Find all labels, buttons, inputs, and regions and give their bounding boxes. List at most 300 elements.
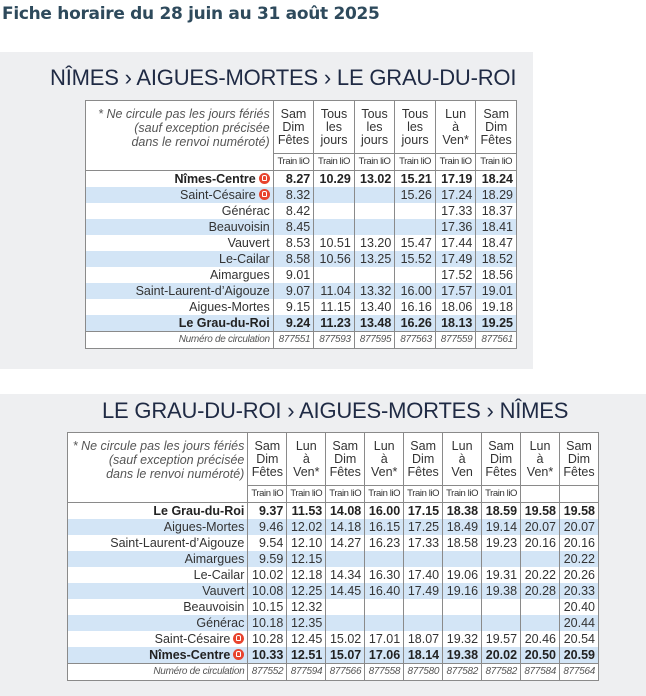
departure-time: 16.23 — [365, 535, 404, 551]
train-type: Train liO — [476, 154, 517, 171]
stop-name — [86, 171, 274, 188]
departure-time — [443, 615, 482, 631]
train-station-icon — [259, 173, 270, 184]
departure-time: 17.49 — [404, 583, 443, 599]
stop-name — [68, 599, 248, 615]
table-row — [86, 171, 517, 188]
day-header-line: Dim — [282, 119, 305, 134]
departure-time: 17.57 — [435, 283, 476, 299]
stop-label: Saint-Laurent-d’Aigouze — [110, 536, 245, 550]
departure-time — [395, 267, 436, 283]
departure-time: 17.24 — [435, 187, 476, 203]
departure-time: 18.47 — [476, 235, 517, 251]
train-type: Train liO — [248, 486, 287, 503]
departure-time — [354, 219, 395, 235]
stop-label: Vauvert — [227, 236, 270, 250]
train-station-icon — [233, 633, 244, 644]
circulation-number-row — [86, 332, 517, 349]
stop-label: Le-Cailar — [193, 568, 245, 582]
departure-time — [314, 219, 355, 235]
day-header — [248, 433, 287, 486]
stop-name — [86, 203, 274, 219]
day-header-line: Tous — [401, 106, 429, 121]
day-header-line: Dim — [256, 451, 279, 466]
stop-name — [68, 551, 248, 567]
departure-time — [482, 615, 521, 631]
stop-label: Saint-Laurent-d’Aigouze — [135, 284, 270, 298]
departure-time: 10.02 — [248, 567, 287, 583]
departure-time: 10.08 — [248, 583, 287, 599]
day-header-line: Lun — [451, 438, 473, 453]
circulation-label: Numéro de circulation — [86, 332, 274, 349]
departure-time: 16.26 — [395, 315, 436, 332]
departure-time: 18.06 — [435, 299, 476, 315]
departure-time: 17.25 — [404, 519, 443, 535]
departure-time: 10.15 — [248, 599, 287, 615]
departure-time: 17.44 — [435, 235, 476, 251]
day-header-line: Lun — [373, 438, 395, 453]
departure-time: 13.02 — [354, 171, 395, 188]
stop-label: Aimargues — [209, 268, 270, 282]
departure-time: 17.36 — [435, 219, 476, 235]
departure-time — [354, 187, 395, 203]
departure-time: 10.29 — [314, 171, 355, 188]
stop-name — [86, 219, 274, 235]
departure-time: 19.25 — [476, 315, 517, 332]
departure-time: 10.56 — [314, 251, 355, 267]
circulation-number: 877561 — [476, 332, 517, 349]
timetable-outbound — [85, 100, 517, 349]
day-header-line: Sam — [332, 438, 359, 453]
stop-label: Beauvoisin — [183, 600, 245, 614]
departure-time — [314, 267, 355, 283]
stop-label: Aimargues — [184, 552, 245, 566]
departure-time: 17.33 — [404, 535, 443, 551]
stop-label: Vauvert — [202, 584, 245, 598]
departure-time — [404, 615, 443, 631]
circulation-number: 877595 — [354, 332, 395, 349]
departure-time: 19.58 — [559, 503, 598, 520]
departure-time: 14.18 — [326, 519, 365, 535]
circulation-number: 877566 — [326, 664, 365, 681]
day-header-line: à — [380, 451, 388, 466]
departure-time: 9.46 — [248, 519, 287, 535]
departure-time: 8.58 — [273, 251, 314, 267]
circulation-label: Numéro de circulation — [68, 664, 248, 681]
day-header-line: à — [452, 119, 460, 134]
timetable-panel-return — [0, 394, 646, 696]
day-header-line: Ven* — [370, 464, 398, 479]
departure-time: 14.45 — [326, 583, 365, 599]
departure-time: 18.56 — [476, 267, 517, 283]
circulation-number: 877582 — [482, 664, 521, 681]
departure-time: 18.13 — [435, 315, 476, 332]
timetable-panel-outbound — [0, 52, 533, 369]
route-title: LE GRAU-DU-ROI › AIGUES-MORTES › NÎMES — [102, 398, 569, 423]
departure-time: 8.45 — [273, 219, 314, 235]
day-header-line: Sam — [280, 106, 307, 121]
departure-time: 20.44 — [559, 615, 598, 631]
departure-time: 10.33 — [248, 647, 287, 664]
train-type: Train liO — [443, 486, 482, 503]
stop-name — [68, 647, 248, 664]
departure-time: 15.26 — [395, 187, 436, 203]
header-row — [68, 433, 599, 486]
stop-label: Nîmes-Centre — [149, 648, 231, 662]
departure-time: 18.29 — [476, 187, 517, 203]
departure-time: 20.16 — [521, 535, 560, 551]
day-header-line: Lun — [445, 106, 467, 121]
departure-time: 17.19 — [435, 171, 476, 188]
departure-time: 10.18 — [248, 615, 287, 631]
day-header-line: Ven* — [442, 132, 469, 147]
day-header-line: Sam — [488, 438, 514, 453]
departure-time: 19.16 — [443, 583, 482, 599]
stop-label: Générac — [221, 204, 270, 218]
train-type: Train liO — [273, 154, 314, 171]
departure-time: 12.18 — [287, 567, 326, 583]
stop-label: Saint-Césaire — [179, 188, 256, 202]
departure-time: 20.40 — [559, 599, 598, 615]
departure-time — [395, 219, 436, 235]
train-type: Train liO — [287, 486, 326, 503]
table-row — [68, 519, 599, 535]
footnote-line: * Ne circule pas les jours fériés — [98, 107, 270, 121]
day-header-line: Fêtes — [563, 464, 595, 479]
departure-time: 17.01 — [365, 631, 404, 647]
day-header-line: Ven* — [293, 464, 320, 479]
day-header-line: Fêtes — [277, 132, 310, 147]
departure-time — [365, 599, 404, 615]
footnote-note — [86, 101, 274, 171]
stop-name — [86, 267, 274, 283]
departure-time: 16.00 — [395, 283, 436, 299]
departure-time: 19.23 — [482, 535, 521, 551]
departure-time: 9.37 — [248, 503, 287, 520]
departure-time: 15.47 — [395, 235, 436, 251]
day-header-line: jours — [320, 132, 348, 147]
day-header — [521, 433, 560, 486]
day-header-line: Sam — [566, 438, 592, 453]
table-row — [86, 219, 517, 235]
train-type — [521, 486, 560, 503]
departure-time: 18.49 — [443, 519, 482, 535]
day-header — [476, 101, 517, 154]
departure-time: 20.26 — [559, 567, 598, 583]
circulation-number: 877551 — [273, 332, 314, 349]
departure-time: 8.32 — [273, 187, 314, 203]
day-header-line: à — [458, 451, 466, 466]
stop-name — [86, 315, 274, 332]
departure-time — [404, 599, 443, 615]
departure-time: 16.40 — [365, 583, 404, 599]
day-header — [365, 433, 404, 486]
departure-time: 15.52 — [395, 251, 436, 267]
departure-time: 20.46 — [521, 631, 560, 647]
circulation-number: 877559 — [435, 332, 476, 349]
departure-time: 18.37 — [476, 203, 517, 219]
table-row — [86, 283, 517, 299]
table-row — [68, 631, 599, 647]
footnote-line: dans le renvoi numéroté) — [131, 135, 270, 149]
departure-time: 18.24 — [476, 171, 517, 188]
departure-time: 12.10 — [287, 535, 326, 551]
departure-time: 18.52 — [476, 251, 517, 267]
stop-name — [86, 299, 274, 315]
departure-time: 16.15 — [365, 519, 404, 535]
stop-name — [68, 503, 248, 520]
departure-time: 20.07 — [559, 519, 598, 535]
stop-label: Nîmes-Centre — [174, 172, 256, 186]
circulation-number: 877564 — [559, 664, 598, 681]
day-header-line: Dim — [567, 451, 591, 466]
departure-time: 20.22 — [521, 567, 560, 583]
table-row — [68, 503, 599, 520]
table-row — [86, 203, 517, 219]
day-header — [314, 101, 355, 154]
departure-time: 20.54 — [559, 631, 598, 647]
circulation-number: 877594 — [287, 664, 326, 681]
day-header — [482, 433, 521, 486]
departure-time: 18.41 — [476, 219, 517, 235]
circulation-number: 877580 — [404, 664, 443, 681]
departure-time: 20.02 — [482, 647, 521, 664]
day-header-line: Lun — [295, 438, 317, 453]
day-header — [559, 433, 598, 486]
stop-name — [68, 615, 248, 631]
stop-name — [68, 583, 248, 599]
stop-label: Le-Cailar — [219, 252, 270, 266]
departure-time: 10.28 — [248, 631, 287, 647]
departure-time: 13.32 — [354, 283, 395, 299]
departure-time: 19.01 — [476, 283, 517, 299]
departure-time — [365, 551, 404, 567]
header-row — [86, 101, 517, 154]
train-type: Train liO — [314, 154, 355, 171]
departure-time: 15.07 — [326, 647, 365, 664]
train-type — [559, 486, 598, 503]
departure-time: 8.27 — [273, 171, 314, 188]
departure-time: 18.59 — [482, 503, 521, 520]
departure-time: 17.49 — [435, 251, 476, 267]
day-header-line: Tous — [361, 106, 388, 121]
departure-time — [365, 615, 404, 631]
departure-time: 17.33 — [435, 203, 476, 219]
departure-time: 11.04 — [314, 283, 355, 299]
departure-time: 12.51 — [287, 647, 326, 664]
day-header-line: les — [407, 119, 424, 134]
train-type: Train liO — [365, 486, 404, 503]
departure-time: 20.59 — [559, 647, 598, 664]
timetable-return — [67, 432, 599, 681]
departure-time: 9.59 — [248, 551, 287, 567]
day-header — [273, 101, 314, 154]
footnote-line: (sauf exception précisée — [108, 453, 245, 467]
day-header — [326, 433, 365, 486]
departure-time: 9.15 — [273, 299, 314, 315]
table-row — [86, 251, 517, 267]
route-title: NÎMES › AIGUES-MORTES › LE GRAU-DU-ROI — [50, 65, 517, 90]
footnote-line: dans le renvoi numéroté) — [106, 467, 245, 481]
departure-time — [482, 551, 521, 567]
departure-time: 14.08 — [326, 503, 365, 520]
circulation-number: 877558 — [365, 664, 404, 681]
departure-time: 12.35 — [287, 615, 326, 631]
footnote-line: (sauf exception précisée — [134, 121, 270, 135]
departure-time: 19.57 — [482, 631, 521, 647]
day-header-line: Dim — [334, 451, 357, 466]
departure-time: 15.21 — [395, 171, 436, 188]
day-header-line: Lun — [529, 438, 551, 453]
table-row — [86, 267, 517, 283]
departure-time: 17.40 — [404, 567, 443, 583]
train-station-icon — [259, 189, 270, 200]
departure-time — [521, 551, 560, 567]
departure-time — [443, 551, 482, 567]
departure-time: 9.54 — [248, 535, 287, 551]
departure-time: 8.53 — [273, 235, 314, 251]
day-header-line: jours — [361, 132, 389, 147]
departure-time: 14.27 — [326, 535, 365, 551]
departure-time: 13.25 — [354, 251, 395, 267]
departure-time: 19.32 — [443, 631, 482, 647]
day-header — [287, 433, 326, 486]
day-header-line: Fêtes — [480, 132, 512, 147]
table-row — [86, 299, 517, 315]
day-header-line: jours — [401, 132, 429, 147]
departure-time: 12.02 — [287, 519, 326, 535]
train-type: Train liO — [395, 154, 436, 171]
stop-name — [68, 519, 248, 535]
circulation-number: 877582 — [443, 664, 482, 681]
departure-time: 9.01 — [273, 267, 314, 283]
departure-time — [326, 551, 365, 567]
departure-time — [482, 599, 521, 615]
departure-time: 19.18 — [476, 299, 517, 315]
train-type: Train liO — [404, 486, 443, 503]
departure-time: 17.52 — [435, 267, 476, 283]
table-row — [86, 235, 517, 251]
table-row — [68, 615, 599, 631]
departure-time: 12.32 — [287, 599, 326, 615]
document-title: Fiche horaire du 28 juin au 31 août 2025 — [2, 4, 380, 24]
departure-time: 9.24 — [273, 315, 314, 332]
day-header — [443, 433, 482, 486]
departure-time: 14.34 — [326, 567, 365, 583]
day-header-line: les — [326, 119, 342, 134]
departure-time: 19.38 — [443, 647, 482, 664]
day-header-line: Sam — [254, 438, 281, 453]
day-header-line: Sam — [483, 106, 510, 121]
stop-label: Saint-Césaire — [154, 632, 231, 646]
departure-time: 18.38 — [443, 503, 482, 520]
departure-time: 19.58 — [521, 503, 560, 520]
table-row — [68, 583, 599, 599]
train-station-icon — [233, 649, 244, 660]
departure-time: 11.53 — [287, 503, 326, 520]
departure-time: 20.50 — [521, 647, 560, 664]
table-row — [68, 647, 599, 664]
day-header-line: à — [302, 451, 310, 466]
day-header-line: Fêtes — [407, 464, 439, 479]
footnote-line: * Ne circule pas les jours fériés — [72, 439, 245, 453]
day-header — [435, 101, 476, 154]
train-type: Train liO — [435, 154, 476, 171]
day-header-line: Ven* — [526, 464, 554, 479]
stop-name — [68, 535, 248, 551]
stop-label: Générac — [196, 616, 245, 630]
stop-label: Aigues-Mortes — [189, 300, 270, 314]
day-header-line: Dim — [485, 119, 508, 134]
departure-time: 11.23 — [314, 315, 355, 332]
train-type: Train liO — [482, 486, 521, 503]
departure-time: 13.40 — [354, 299, 395, 315]
table-row — [86, 315, 517, 332]
circulation-number: 877584 — [521, 664, 560, 681]
footnote-note — [68, 433, 248, 503]
departure-time: 15.02 — [326, 631, 365, 647]
departure-time: 19.38 — [482, 583, 521, 599]
day-header — [404, 433, 443, 486]
departure-time: 8.42 — [273, 203, 314, 219]
departure-time — [326, 615, 365, 631]
circulation-number-row — [68, 664, 599, 681]
departure-time — [354, 267, 395, 283]
day-header-line: Dim — [489, 451, 513, 466]
departure-time: 18.58 — [443, 535, 482, 551]
table-row — [68, 567, 599, 583]
departure-time: 17.06 — [365, 647, 404, 664]
departure-time — [521, 615, 560, 631]
day-header-line: Sam — [410, 438, 436, 453]
train-type: Train liO — [326, 486, 365, 503]
day-header-line: Fêtes — [329, 464, 361, 479]
departure-time: 18.14 — [404, 647, 443, 664]
stop-label: Beauvoisin — [208, 220, 270, 234]
stop-label: Le Grau-du-Roi — [153, 504, 245, 518]
stop-name — [86, 283, 274, 299]
departure-time — [521, 599, 560, 615]
departure-time: 20.16 — [559, 535, 598, 551]
departure-time — [314, 203, 355, 219]
departure-time: 20.28 — [521, 583, 560, 599]
table-row — [68, 535, 599, 551]
table-row — [86, 187, 517, 203]
departure-time: 19.14 — [482, 519, 521, 535]
departure-time — [404, 551, 443, 567]
table-row — [68, 551, 599, 567]
circulation-number: 877563 — [395, 332, 436, 349]
departure-time: 12.25 — [287, 583, 326, 599]
stop-name — [86, 235, 274, 251]
departure-time — [395, 203, 436, 219]
departure-time: 13.48 — [354, 315, 395, 332]
departure-time: 12.15 — [287, 551, 326, 567]
day-header — [354, 101, 395, 154]
departure-time: 20.33 — [559, 583, 598, 599]
departure-time: 11.15 — [314, 299, 355, 315]
departure-time: 16.16 — [395, 299, 436, 315]
day-header — [395, 101, 436, 154]
departure-time: 13.20 — [354, 235, 395, 251]
train-type: Train liO — [354, 154, 395, 171]
departure-time: 16.30 — [365, 567, 404, 583]
departure-time — [326, 599, 365, 615]
stop-label: Aigues-Mortes — [163, 520, 245, 534]
day-header-line: Dim — [412, 451, 435, 466]
departure-time — [443, 599, 482, 615]
day-header-line: les — [366, 119, 383, 134]
